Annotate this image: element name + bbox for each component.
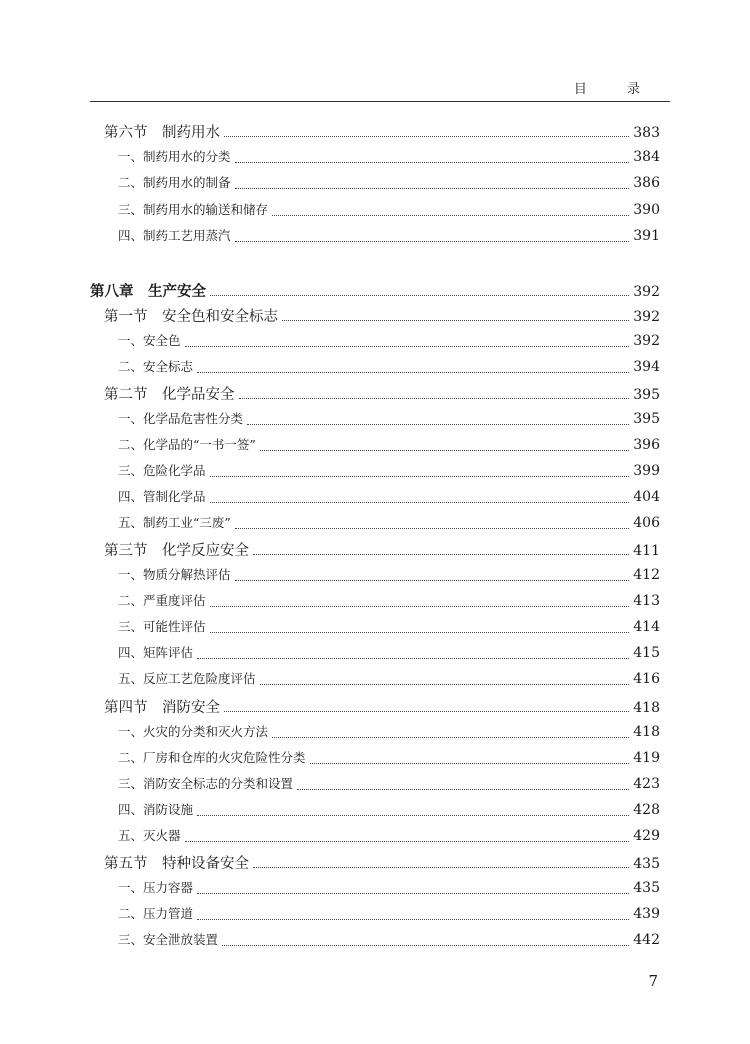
dot-leader <box>235 580 630 581</box>
toc-entry-label: 三、消防安全标志的分类和设置 <box>118 776 294 791</box>
dot-leader <box>210 632 630 633</box>
dot-leader <box>210 295 629 296</box>
toc-entry-item[interactable] <box>0 513 750 535</box>
toc-entry-label: 三、制药用水的输送和储存 <box>118 202 269 217</box>
toc-entry-section[interactable] <box>0 121 750 143</box>
toc-entry-page-number: 435 <box>633 856 660 872</box>
toc-entry-item[interactable] <box>0 643 750 665</box>
toc-entry-label: 第一节 安全色和安全标志 <box>104 309 278 325</box>
running-header-title: 目 录 <box>573 82 658 97</box>
toc-entry-item[interactable] <box>0 800 750 822</box>
toc-entry-page-number: 435 <box>633 880 660 896</box>
toc-entry-page-number: 423 <box>633 776 660 792</box>
toc-entry-item[interactable] <box>0 409 750 431</box>
dot-leader <box>197 372 629 373</box>
toc-entry-item[interactable] <box>0 226 750 248</box>
toc-entry-item[interactable] <box>0 200 750 222</box>
toc-entry-item[interactable] <box>0 331 750 353</box>
toc-entry-section[interactable] <box>0 852 750 874</box>
toc-entry-item[interactable] <box>0 722 750 744</box>
dot-leader <box>253 867 629 868</box>
toc-entry-label: 二、安全标志 <box>118 359 194 374</box>
toc-entry-page-number: 404 <box>633 489 660 505</box>
toc-entry-page-number: 428 <box>633 802 660 818</box>
toc-entry-item[interactable] <box>0 826 750 848</box>
dot-leader <box>222 945 629 946</box>
toc-entry-page-number: 392 <box>633 284 660 300</box>
toc-entry-label: 二、制药用水的制备 <box>118 175 231 190</box>
toc-entry-label: 四、矩阵评估 <box>118 645 194 660</box>
toc-entry-label: 四、管制化学品 <box>118 489 206 504</box>
toc-entry-page-number: 418 <box>633 724 660 740</box>
dot-leader <box>235 188 630 189</box>
toc-entry-item[interactable] <box>0 669 750 691</box>
toc-entry-item[interactable] <box>0 591 750 613</box>
header-rule <box>90 101 670 102</box>
toc-entry-chapter[interactable] <box>0 280 750 302</box>
toc-entry-page-number: 396 <box>633 437 660 453</box>
toc-entry-page-number: 386 <box>633 175 660 191</box>
toc-entry-item[interactable] <box>0 487 750 509</box>
toc-entry-label: 三、危险化学品 <box>118 463 206 478</box>
dot-leader <box>235 241 630 242</box>
dot-leader <box>247 424 629 425</box>
toc-entry-label: 四、消防设施 <box>118 802 194 817</box>
toc-entry-item[interactable] <box>0 930 750 952</box>
dot-leader <box>210 606 630 607</box>
toc-entry-label: 一、化学品危害性分类 <box>118 411 244 426</box>
toc-entry-item[interactable] <box>0 904 750 926</box>
toc-entry-item[interactable] <box>0 147 750 169</box>
toc-entry-item[interactable] <box>0 774 750 796</box>
toc-entry-label: 第八章 生产安全 <box>90 283 206 300</box>
dot-leader <box>197 658 629 659</box>
toc-entry-page-number: 406 <box>633 515 660 531</box>
toc-entry-item[interactable] <box>0 461 750 483</box>
toc-entry-page-number: 418 <box>633 700 660 716</box>
toc-entry-page-number: 412 <box>633 567 660 583</box>
toc-entry-label: 第六节 制药用水 <box>104 125 220 141</box>
toc-entry-page-number: 384 <box>633 149 660 165</box>
toc-entry-page-number: 395 <box>633 411 660 427</box>
toc-entry-section[interactable] <box>0 696 750 718</box>
toc-entry-item[interactable] <box>0 748 750 770</box>
toc-entry-item[interactable] <box>0 435 750 457</box>
toc-entry-label: 一、压力容器 <box>118 880 194 895</box>
dot-leader <box>297 789 629 790</box>
toc-entry-label: 一、火灾的分类和灭火方法 <box>118 724 269 739</box>
dot-leader <box>235 528 629 529</box>
dot-leader <box>253 554 629 555</box>
toc-entry-label: 第二节 化学品安全 <box>104 387 235 403</box>
toc-entry-label: 五、反应工艺危险度评估 <box>118 671 256 686</box>
toc-entry-label: 五、灭火器 <box>118 828 181 843</box>
toc-entry-page-number: 429 <box>633 828 660 844</box>
toc-entry-page-number: 392 <box>633 333 660 349</box>
dot-leader <box>185 841 630 842</box>
toc-entry-page-number: 414 <box>633 619 660 635</box>
toc-entry-item[interactable] <box>0 173 750 195</box>
dot-leader <box>260 684 630 685</box>
toc-entry-page-number: 392 <box>633 309 660 325</box>
toc-entry-label: 二、化学品的“一书一签” <box>118 437 256 452</box>
toc-entry-label: 第四节 消防安全 <box>104 700 220 716</box>
toc-entry-label: 二、厂房和仓库的火灾危险性分类 <box>118 750 306 765</box>
dot-leader <box>197 893 629 894</box>
dot-leader <box>224 711 629 712</box>
dot-leader <box>272 215 629 216</box>
toc-entry-section[interactable] <box>0 539 750 561</box>
toc-entry-page-number: 383 <box>633 125 660 141</box>
toc-entry-label: 第三节 化学反应安全 <box>104 543 249 559</box>
dot-leader <box>210 502 630 503</box>
toc-entry-page-number: 442 <box>633 932 660 948</box>
dot-leader <box>210 476 630 477</box>
page-number: 7 <box>648 972 658 990</box>
toc-entry-page-number: 391 <box>633 228 660 244</box>
toc-entry-page-number: 394 <box>633 359 660 375</box>
toc-entry-label: 三、安全泄放装置 <box>118 932 219 947</box>
toc-entry-label: 一、安全色 <box>118 333 181 348</box>
toc-entry-label: 一、制药用水的分类 <box>118 149 231 164</box>
dot-leader <box>197 919 629 920</box>
toc-entry-label: 二、严重度评估 <box>118 593 206 608</box>
dot-leader <box>310 763 630 764</box>
dot-leader <box>185 346 630 347</box>
toc-entry-page-number: 419 <box>633 750 660 766</box>
toc-entry-page-number: 439 <box>633 906 660 922</box>
dot-leader <box>235 162 630 163</box>
toc-entry-section[interactable] <box>0 383 750 405</box>
toc-entry-page-number: 413 <box>633 593 660 609</box>
dot-leader <box>282 320 629 321</box>
toc-entry-page-number: 390 <box>633 202 660 218</box>
toc-entry-item[interactable] <box>0 878 750 900</box>
toc-entry-page-number: 399 <box>633 463 660 479</box>
toc-entry-label: 第五节 特种设备安全 <box>104 856 249 872</box>
toc-entry-item[interactable] <box>0 357 750 379</box>
toc-entry-label: 二、压力管道 <box>118 906 194 921</box>
dot-leader <box>272 737 629 738</box>
toc-entry-label: 四、制药工艺用蒸汽 <box>118 228 231 243</box>
toc-entry-label: 五、制药工业“三废” <box>118 515 231 530</box>
dot-leader <box>197 815 629 816</box>
toc-entry-label: 三、可能性评估 <box>118 619 206 634</box>
toc-entry-page-number: 411 <box>633 543 660 559</box>
dot-leader <box>224 136 629 137</box>
toc-entry-item[interactable] <box>0 565 750 587</box>
toc-entry-item[interactable] <box>0 617 750 639</box>
toc-entry-section[interactable] <box>0 305 750 327</box>
toc-entry-page-number: 395 <box>633 387 660 403</box>
toc-entry-page-number: 415 <box>633 645 660 661</box>
toc-entry-page-number: 416 <box>633 671 660 687</box>
toc-entry-label: 一、物质分解热评估 <box>118 567 231 582</box>
dot-leader <box>260 450 629 451</box>
dot-leader <box>239 398 630 399</box>
